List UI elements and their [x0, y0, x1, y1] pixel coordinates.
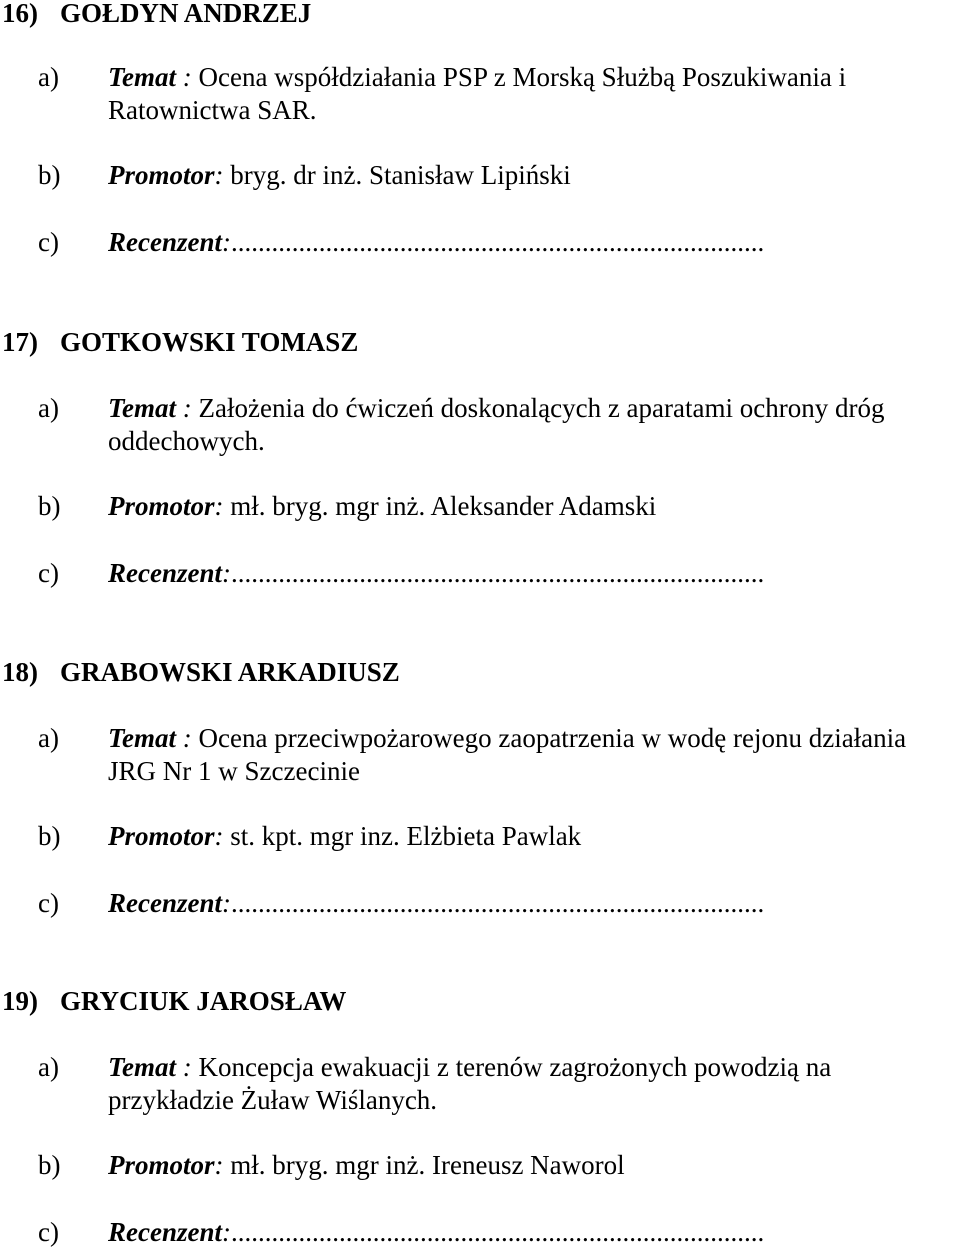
reviewer-label: Recenzent: [108, 227, 222, 257]
topic-body: [108, 722, 948, 788]
promoter-label: Promotor: [108, 160, 215, 190]
student-name: GRYCIUK JAROSŁAW: [60, 986, 347, 1016]
topic-letter: a): [38, 62, 59, 92]
promoter-letter: b): [38, 1150, 61, 1180]
topic-separator: :: [176, 62, 192, 92]
entry-heading: [2, 656, 400, 689]
topic-text: Założenia do ćwiczeń doskonalących z aparatami ochrony dróg oddechowych.: [108, 393, 885, 456]
promoter-separator: :: [214, 491, 224, 521]
reviewer-label: Recenzent: [108, 888, 222, 918]
topic-body: [108, 1051, 948, 1117]
promoter-body: [108, 159, 948, 192]
reviewer-body: [108, 1216, 948, 1249]
topic-text: Koncepcja ewakuacji z terenów zagrożonych powodzią na przykładzie Żuław Wiślanych.: [108, 1052, 832, 1115]
reviewer-label: Recenzent: [108, 1217, 222, 1247]
topic-label: Temat: [108, 1052, 177, 1082]
entry-number: 17): [2, 327, 38, 357]
reviewer-letter: c): [38, 888, 59, 918]
promoter-text: mł. bryg. mgr inż. Ireneusz Naworol: [230, 1150, 625, 1180]
topic-label: Temat: [108, 393, 177, 423]
topic-body: [108, 61, 948, 127]
topic-separator: :: [176, 723, 192, 753]
reviewer-body: [108, 887, 948, 920]
promoter-label: Promotor: [108, 1150, 215, 1180]
reviewer-placeholder-dots: ...............................................................................: [231, 227, 765, 257]
topic-label: Temat: [108, 723, 177, 753]
topic-letter: a): [38, 723, 59, 753]
reviewer-letter: c): [38, 558, 59, 588]
entry-heading: [2, 326, 358, 359]
reviewer-letter: c): [38, 1217, 59, 1247]
promoter-separator: :: [214, 160, 224, 190]
promoter-label: Promotor: [108, 821, 215, 851]
promoter-letter: b): [38, 160, 61, 190]
topic-separator: :: [176, 1052, 192, 1082]
entry-number: 16): [2, 0, 38, 28]
reviewer-placeholder-dots: ...............................................................................: [231, 1217, 765, 1247]
promoter-separator: :: [214, 821, 224, 851]
topic-text: Ocena przeciwpożarowego zaopatrzenia w wodę rejonu działania JRG Nr 1 w Szczecinie: [108, 723, 907, 786]
reviewer-separator: :: [222, 558, 231, 588]
reviewer-placeholder-dots: ...............................................................................: [231, 558, 765, 588]
promoter-body: [108, 820, 948, 853]
promoter-letter: b): [38, 821, 61, 851]
topic-letter: a): [38, 1052, 59, 1082]
reviewer-separator: :: [222, 1217, 231, 1247]
topic-letter: a): [38, 393, 59, 423]
reviewer-label: Recenzent: [108, 558, 222, 588]
promoter-separator: :: [214, 1150, 224, 1180]
topic-separator: :: [176, 393, 192, 423]
topic-body: [108, 392, 948, 458]
student-name: GRABOWSKI ARKADIUSZ: [60, 657, 400, 687]
topic-text: Ocena współdziałania PSP z Morską Służbą Poszukiwania i Ratownictwa SAR.: [108, 62, 847, 125]
reviewer-body: [108, 557, 948, 590]
promoter-text: mł. bryg. mgr inż. Aleksander Adamski: [230, 491, 657, 521]
promoter-body: [108, 1149, 948, 1182]
promoter-text: st. kpt. mgr inz. Elżbieta Pawlak: [230, 821, 582, 851]
promoter-label: Promotor: [108, 491, 215, 521]
reviewer-body: [108, 226, 948, 259]
promoter-text: bryg. dr inż. Stanisław Lipiński: [230, 160, 571, 190]
student-name: GOTKOWSKI TOMASZ: [60, 327, 359, 357]
entry-heading: [2, 0, 311, 30]
student-name: GOŁDYN ANDRZEJ: [60, 0, 312, 28]
entry-number: 19): [2, 986, 38, 1016]
reviewer-separator: :: [222, 888, 231, 918]
entry-heading: [2, 985, 346, 1018]
promoter-letter: b): [38, 491, 61, 521]
reviewer-letter: c): [38, 227, 59, 257]
entry-number: 18): [2, 657, 38, 687]
topic-label: Temat: [108, 62, 177, 92]
reviewer-placeholder-dots: ...............................................................................: [231, 888, 765, 918]
promoter-body: [108, 490, 948, 523]
reviewer-separator: :: [222, 227, 231, 257]
